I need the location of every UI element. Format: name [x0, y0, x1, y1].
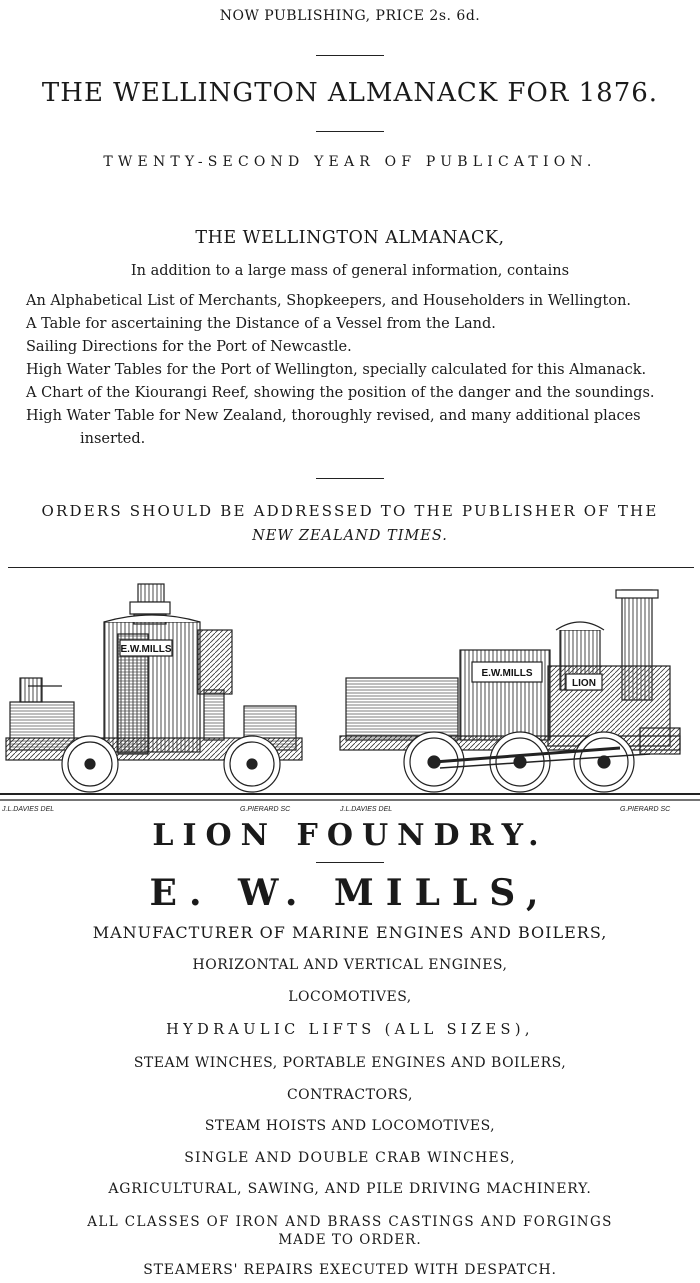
list-item: An Alphabetical List of Merchants, Shopkeepers, and Householders in Wellington. [26, 293, 632, 309]
section-divider [8, 567, 694, 568]
locomotive [330, 590, 700, 800]
engraver-credit: J.L.DAVIES DEL [340, 806, 393, 813]
foundry-line: MADE TO ORDER. [278, 1232, 422, 1248]
list-item: High Water Table for New Zealand, thoroughly revised, and many additional places [26, 408, 641, 424]
foundry-line: AGRICULTURAL, SAWING, AND PILE DRIVING MACHINERY. [108, 1181, 592, 1197]
foundry-line: CONTRACTORS, [286, 1087, 414, 1103]
foundry-name: LION FOUNDRY. [152, 818, 548, 853]
divider [316, 862, 384, 863]
foundry-line: SINGLE AND DOUBLE CRAB WINCHES, [184, 1150, 516, 1166]
divider [316, 478, 384, 479]
left-engine-plate: E.W.MILLS [120, 644, 172, 655]
almanack-subtitle: TWENTY-SECOND YEAR OF PUBLICATION. [103, 154, 597, 170]
engraver-credit: G.PIERARD SC [620, 806, 671, 813]
locomotive-name: LION [572, 678, 596, 689]
vertical-boiler-engine [0, 584, 330, 800]
foundry-line: ALL CLASSES OF IRON AND BRASS CASTINGS AND FORGINGS [87, 1214, 613, 1230]
foundry-line: STEAMERS' REPAIRS EXECUTED WITH DESPATCH. [143, 1262, 557, 1278]
proprietor-name: E. W. MILLS, [149, 872, 551, 914]
orders-line: ORDERS SHOULD BE ADDRESSED TO THE PUBLISHER OF THE [41, 502, 659, 520]
list-item-continuation: inserted. [80, 431, 146, 447]
engraver-credit: G.PIERARD SC [240, 806, 291, 813]
almanack-intro: In addition to a large mass of general information, contains [130, 263, 570, 279]
foundry-line: LOCOMOTIVES, [288, 989, 412, 1005]
foundry-line: STEAM WINCHES, PORTABLE ENGINES AND BOILERS, [133, 1055, 567, 1071]
divider [316, 131, 384, 132]
almanack-heading: THE WELLINGTON ALMANACK, [195, 228, 505, 248]
list-item: Sailing Directions for the Port of Newcastle. [26, 339, 352, 355]
list-item: A Chart of the Kiourangi Reef, showing the position of the danger and the soundings. [26, 385, 655, 401]
engraver-credit: J.L.DAVIES DEL [2, 806, 55, 813]
foundry-line: HYDRAULIC LIFTS (ALL SIZES), [166, 1022, 534, 1038]
list-item: High Water Tables for the Port of Wellington, specially calculated for this Almanack. [26, 362, 647, 378]
price-line: NOW PUBLISHING, PRICE 2s. 6d. [219, 8, 481, 24]
divider [316, 55, 384, 56]
almanack-title: THE WELLINGTON ALMANACK FOR 1876. [41, 78, 659, 108]
foundry-line: MANUFACTURER OF MARINE ENGINES AND BOILERS, [92, 923, 608, 942]
almanack-contents-list [26, 290, 696, 451]
engine-illustration [0, 578, 700, 818]
foundry-line: HORIZONTAL AND VERTICAL ENGINES, [192, 957, 508, 973]
list-item: A Table for ascertaining the Distance of a Vessel from the Land. [26, 316, 496, 332]
foundry-line: STEAM HOISTS AND LOCOMOTIVES, [204, 1118, 496, 1134]
locomotive-plate: E.W.MILLS [481, 668, 533, 679]
orders-paper: NEW ZEALAND TIMES. [252, 528, 448, 544]
